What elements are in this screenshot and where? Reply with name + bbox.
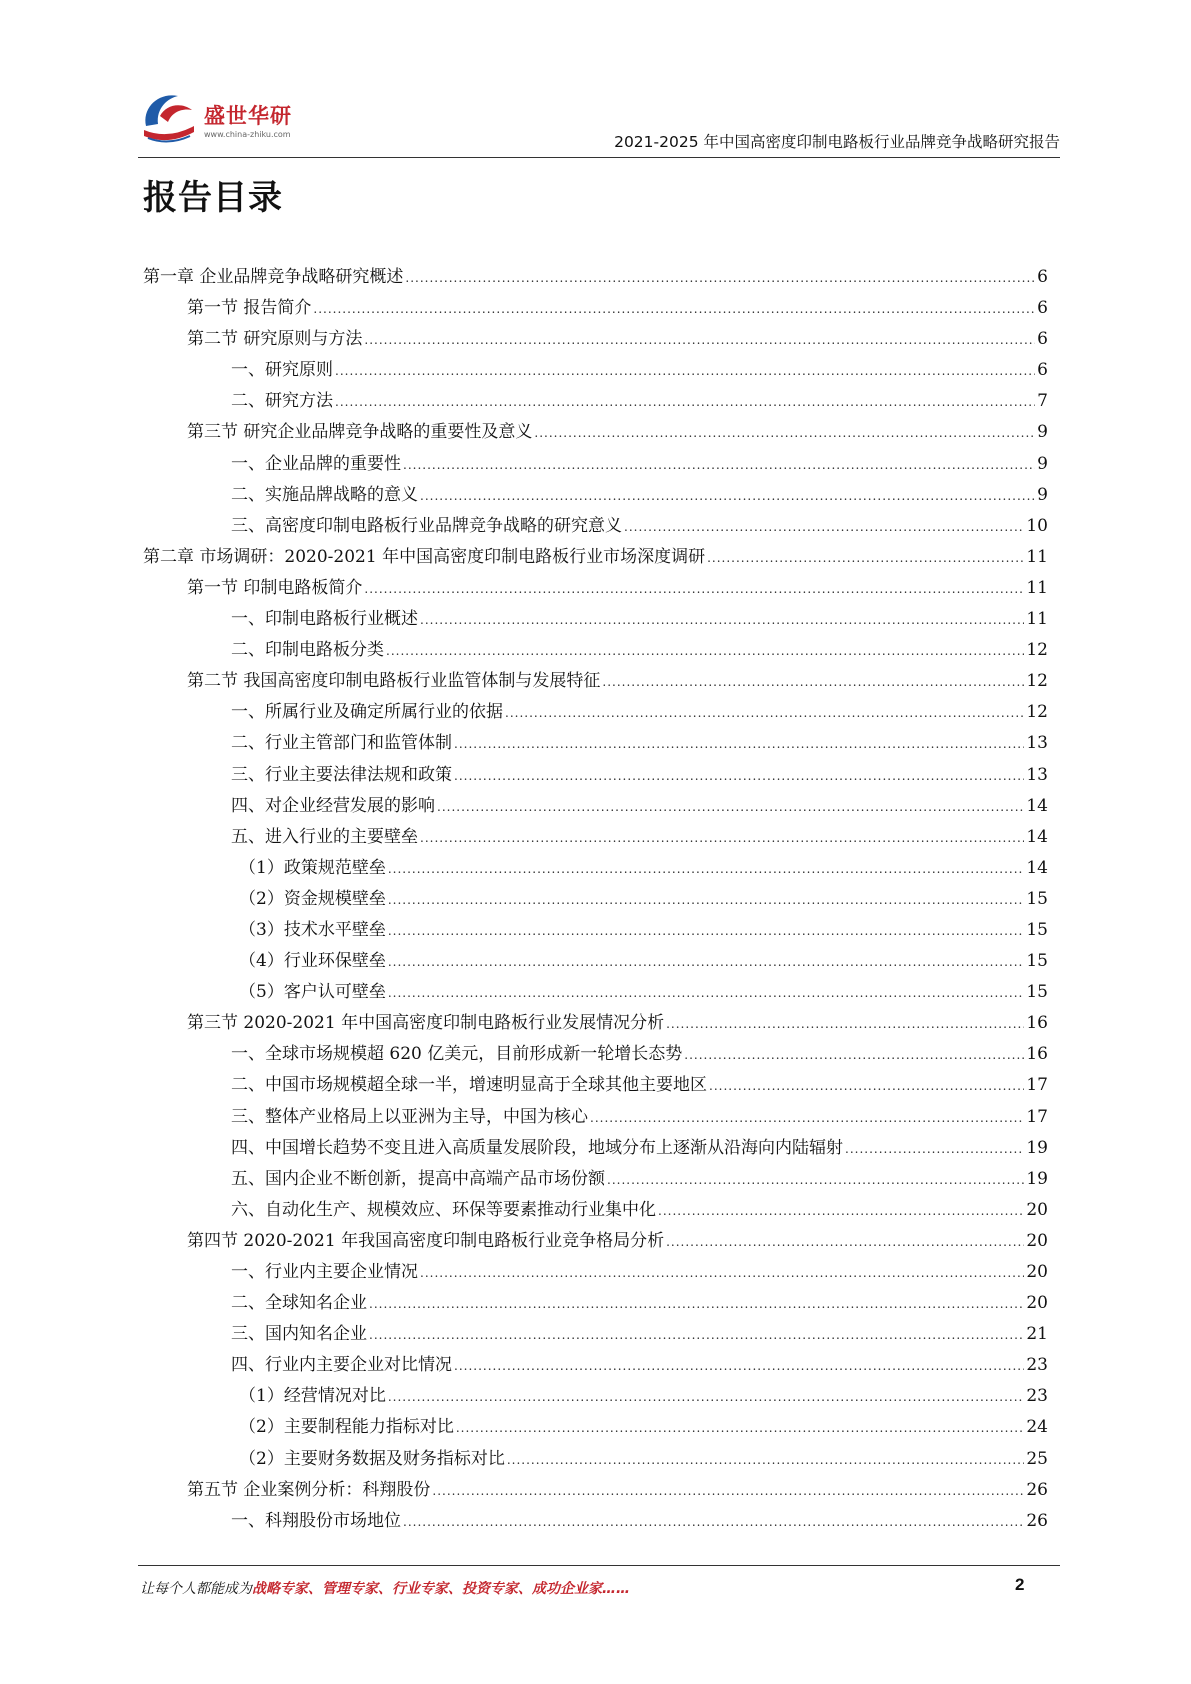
toc-entry-title: 四、中国增长趋势不变且进入高质量发展阶段，地域分布上逐渐从沿海向内陆辐射 — [231, 1137, 843, 1158]
toc-dot-leader — [403, 1507, 1024, 1538]
toc-entry-title: 第一章 企业品牌竞争战略研究概述 — [143, 267, 404, 287]
toc-dot-leader — [420, 481, 1035, 512]
toc-dot-leader — [369, 1289, 1024, 1320]
toc-dot-leader — [364, 325, 1035, 356]
footer-slogan-prefix: 让每个人都能成为 — [140, 1581, 252, 1597]
toc-entry[interactable] — [143, 1257, 1048, 1288]
toc-entry-page: 9 — [1037, 453, 1048, 474]
toc-entry-title: （1）政策规范壁垒 — [239, 857, 386, 878]
footer-slogan-highlight: 战略专家、管理专家、行业专家、投资专家、成功企业家…… — [252, 1581, 630, 1597]
toc-entry-title: 四、行业内主要企业对比情况 — [231, 1355, 452, 1376]
toc-entry-title: （4）行业环保壁垒 — [239, 951, 386, 972]
toc-entry[interactable] — [143, 1008, 1048, 1039]
toc-dot-leader — [707, 543, 1024, 574]
toc-dot-leader — [388, 1382, 1025, 1413]
toc-entry-page: 17 — [1026, 1075, 1048, 1096]
toc-entry[interactable] — [143, 1226, 1048, 1257]
toc-entry-title: 一、印制电路板行业概述 — [231, 609, 418, 630]
toc-dot-leader — [388, 854, 1025, 885]
toc-entry[interactable] — [143, 1102, 1048, 1133]
toc-dot-leader — [607, 1165, 1024, 1196]
toc-entry[interactable] — [143, 449, 1048, 480]
toc-entry-page: 9 — [1037, 422, 1048, 443]
toc-dot-leader — [388, 947, 1025, 978]
toc-entry[interactable] — [143, 1412, 1048, 1443]
toc-entry-title: 第二节 我国高密度印制电路板行业监管体制与发展特征 — [187, 671, 601, 692]
toc-entry-page: 13 — [1026, 764, 1048, 785]
toc-dot-leader — [845, 1134, 1024, 1165]
company-logo — [138, 86, 318, 152]
toc-entry-title: 第三节 研究企业品牌竞争战略的重要性及意义 — [187, 422, 533, 443]
toc-entry-title: 第三节 2020-2021 年中国高密度印制电路板行业发展情况分析 — [187, 1013, 665, 1034]
toc-entry[interactable] — [143, 946, 1048, 977]
toc-dot-leader — [386, 636, 1024, 667]
toc-dot-leader — [369, 1320, 1024, 1351]
toc-entry[interactable] — [143, 1133, 1048, 1164]
page-header — [138, 78, 1060, 160]
toc-entry-title: 四、对企业经营发展的影响 — [231, 795, 435, 816]
logo-text: 盛世华研 — [204, 104, 292, 128]
toc-dot-leader — [388, 885, 1025, 916]
header-divider — [138, 157, 1060, 158]
toc-entry-page: 20 — [1026, 1199, 1048, 1220]
toc-entry-title: （2）主要财务数据及财务指标对比 — [239, 1448, 505, 1469]
toc-entry-title: 一、行业内主要企业情况 — [231, 1262, 418, 1282]
toc-entry-title: （2）主要制程能力指标对比 — [239, 1417, 454, 1438]
toc-entry[interactable] — [143, 355, 1048, 386]
toc-dot-leader — [684, 1040, 1024, 1071]
toc-entry-title: 一、所属行业及确定所属行业的依据 — [231, 702, 503, 723]
toc-entry[interactable] — [143, 977, 1048, 1008]
toc-entry-page: 12 — [1026, 640, 1048, 661]
toc-entry-page: 16 — [1026, 1044, 1048, 1065]
toc-dot-leader — [403, 450, 1035, 481]
footer-slogan — [140, 1578, 630, 1598]
toc-entry-page: 11 — [1026, 577, 1048, 598]
toc-entry[interactable] — [143, 1381, 1048, 1412]
toc-entry[interactable] — [143, 1506, 1048, 1537]
toc-entry[interactable] — [143, 884, 1048, 915]
toc-entry-page: 6 — [1037, 329, 1048, 350]
toc-entry-page: 14 — [1026, 857, 1048, 878]
toc-entry-page: 17 — [1026, 1106, 1048, 1127]
toc-dot-leader — [388, 978, 1025, 1009]
toc-entry[interactable] — [143, 417, 1048, 448]
toc-entry-title: 二、研究方法 — [231, 391, 333, 412]
toc-entry-title: 一、科翔股份市场地位 — [231, 1510, 401, 1531]
toc-entry-page: 14 — [1026, 795, 1048, 816]
toc-entry-page: 11 — [1026, 609, 1048, 630]
toc-entry[interactable] — [143, 822, 1048, 853]
toc-entry-page: 6 — [1037, 298, 1048, 319]
toc-dot-leader — [624, 512, 1024, 543]
toc-entry-page: 20 — [1026, 1293, 1048, 1314]
toc-entry-page: 25 — [1026, 1448, 1048, 1469]
toc-entry-title: 五、国内企业不断创新，提高中高端产品市场份额 — [231, 1168, 605, 1189]
toc-entry[interactable] — [143, 480, 1048, 511]
toc-entry-page: 20 — [1026, 1230, 1048, 1251]
toc-entry-page: 7 — [1037, 391, 1048, 412]
toc-entry-page: 20 — [1026, 1262, 1048, 1282]
toc-entry-title: 一、研究原则 — [231, 360, 333, 381]
toc-entry-page: 10 — [1026, 515, 1048, 536]
toc-entry-page: 12 — [1026, 702, 1048, 723]
toc-entry-title: 五、进入行业的主要壁垒 — [231, 826, 418, 847]
toc-dot-leader — [709, 1071, 1024, 1102]
toc-dot-leader — [602, 667, 1024, 698]
toc-dot-leader — [658, 1196, 1024, 1227]
toc-entry-page: 26 — [1026, 1479, 1048, 1500]
logo-url: www.china-zhiku.com — [204, 130, 291, 139]
toc-dot-leader — [335, 387, 1035, 418]
toc-entry-title: 第一节 报告简介 — [187, 298, 312, 319]
toc-entry-page: 15 — [1026, 982, 1048, 1003]
toc-dot-leader — [432, 1476, 1024, 1507]
toc-entry[interactable] — [143, 262, 1048, 293]
toc-dot-leader — [420, 1258, 1024, 1289]
toc-dot-leader — [454, 729, 1024, 760]
toc-entry-title: 第二节 研究原则与方法 — [187, 329, 363, 350]
toc-dot-leader — [590, 1103, 1024, 1134]
toc-entry-page: 16 — [1026, 1013, 1048, 1034]
toc-entry[interactable] — [143, 511, 1048, 542]
toc-entry[interactable] — [143, 915, 1048, 946]
toc-dot-leader — [420, 823, 1024, 854]
toc-entry-title: 三、国内知名企业 — [231, 1324, 367, 1345]
toc-entry[interactable] — [143, 1319, 1048, 1350]
table-of-contents — [143, 262, 1048, 1537]
toc-dot-leader — [666, 1227, 1024, 1258]
toc-entry-title: 三、行业主要法律法规和政策 — [231, 764, 452, 785]
toc-dot-leader — [364, 574, 1024, 605]
toc-entry-page: 14 — [1026, 826, 1048, 847]
page-number: 2 — [1015, 1575, 1025, 1594]
toc-entry-page: 26 — [1026, 1510, 1048, 1531]
toc-entry-page: 19 — [1026, 1168, 1048, 1189]
toc-entry-title: （5）客户认可壁垒 — [239, 982, 386, 1003]
toc-dot-leader — [420, 605, 1024, 636]
toc-dot-leader — [505, 698, 1024, 729]
toc-dot-leader — [335, 356, 1035, 387]
toc-entry-title: 第四节 2020-2021 年我国高密度印制电路板行业竞争格局分析 — [187, 1230, 665, 1251]
toc-entry[interactable] — [143, 324, 1048, 355]
toc-entry[interactable] — [143, 542, 1048, 573]
toc-dot-leader — [534, 418, 1035, 449]
toc-entry-title: （1）经营情况对比 — [239, 1386, 386, 1407]
toc-entry[interactable] — [143, 1444, 1048, 1475]
toc-entry[interactable] — [143, 697, 1048, 728]
toc-entry[interactable] — [143, 1195, 1048, 1226]
toc-entry[interactable] — [143, 760, 1048, 791]
toc-entry-page: 6 — [1037, 267, 1048, 287]
toc-entry-title: 二、实施品牌战略的意义 — [231, 484, 418, 505]
toc-entry-page: 9 — [1037, 484, 1048, 505]
toc-entry-page: 15 — [1026, 888, 1048, 909]
toc-entry-title: 六、自动化生产、规模效应、环保等要素推动行业集中化 — [231, 1199, 656, 1220]
toc-entry-title: （2）资金规模壁垒 — [239, 888, 386, 909]
toc-dot-leader — [454, 761, 1024, 792]
toc-entry-title: 三、高密度印制电路板行业品牌竞争战略的研究意义 — [231, 515, 622, 536]
toc-entry-title: 二、中国市场规模超全球一半，增速明显高于全球其他主要地区 — [231, 1075, 707, 1096]
toc-entry-page: 21 — [1026, 1324, 1048, 1345]
toc-entry[interactable] — [143, 1350, 1048, 1381]
toc-entry-page: 24 — [1026, 1417, 1048, 1438]
toc-entry-page: 12 — [1026, 671, 1048, 692]
toc-entry-page: 13 — [1026, 733, 1048, 754]
toc-entry-page: 23 — [1026, 1355, 1048, 1376]
toc-entry[interactable] — [143, 635, 1048, 666]
toc-entry-page: 15 — [1026, 951, 1048, 972]
toc-dot-leader — [454, 1351, 1024, 1382]
toc-entry-page: 15 — [1026, 919, 1048, 940]
toc-dot-leader — [456, 1413, 1025, 1444]
toc-entry-title: 第一节 印制电路板简介 — [187, 577, 363, 598]
toc-entry-page: 19 — [1026, 1137, 1048, 1158]
toc-entry-page: 23 — [1026, 1386, 1048, 1407]
toc-entry-title: 第五节 企业案例分析：科翔股份 — [187, 1479, 431, 1500]
footer-divider — [138, 1565, 1060, 1566]
toc-entry-page: 6 — [1037, 360, 1048, 381]
toc-entry[interactable] — [143, 386, 1048, 417]
logo-emblem-icon — [138, 86, 200, 148]
toc-entry[interactable] — [143, 666, 1048, 697]
toc-entry[interactable] — [143, 791, 1048, 822]
toc-dot-leader — [388, 916, 1025, 947]
toc-entry-title: 一、企业品牌的重要性 — [231, 453, 401, 474]
toc-entry-page: 11 — [1026, 546, 1048, 567]
toc-dot-leader — [313, 294, 1035, 325]
toc-dot-leader — [437, 792, 1024, 823]
toc-entry-title: 二、全球知名企业 — [231, 1293, 367, 1314]
toc-dot-leader — [405, 263, 1035, 294]
toc-entry[interactable] — [143, 293, 1048, 324]
toc-entry-title: 第二章 市场调研：2020-2021 年中国高密度印制电路板行业市场深度调研 — [143, 546, 706, 567]
toc-entry[interactable] — [143, 853, 1048, 884]
toc-dot-leader — [666, 1009, 1024, 1040]
toc-entry[interactable] — [143, 1475, 1048, 1506]
toc-entry[interactable] — [143, 1039, 1048, 1070]
toc-entry[interactable] — [143, 1288, 1048, 1319]
toc-entry[interactable] — [143, 1164, 1048, 1195]
toc-entry[interactable] — [143, 1070, 1048, 1101]
toc-entry[interactable] — [143, 573, 1048, 604]
toc-entry-title: 二、行业主管部门和监管体制 — [231, 733, 452, 754]
toc-entry-title: 二、印制电路板分类 — [231, 640, 384, 661]
toc-dot-leader — [507, 1445, 1025, 1476]
toc-entry-title: 三、整体产业格局上以亚洲为主导，中国为核心 — [231, 1106, 588, 1127]
report-title: 2021-2025 年中国高密度印制电路板行业品牌竞争战略研究报告 — [614, 133, 1060, 151]
toc-entry[interactable] — [143, 604, 1048, 635]
page-title: 报告目录 — [143, 178, 283, 218]
toc-entry[interactable] — [143, 728, 1048, 759]
toc-entry-title: （3）技术水平壁垒 — [239, 919, 386, 940]
toc-entry-title: 一、全球市场规模超 620 亿美元，目前形成新一轮增长态势 — [231, 1044, 683, 1065]
